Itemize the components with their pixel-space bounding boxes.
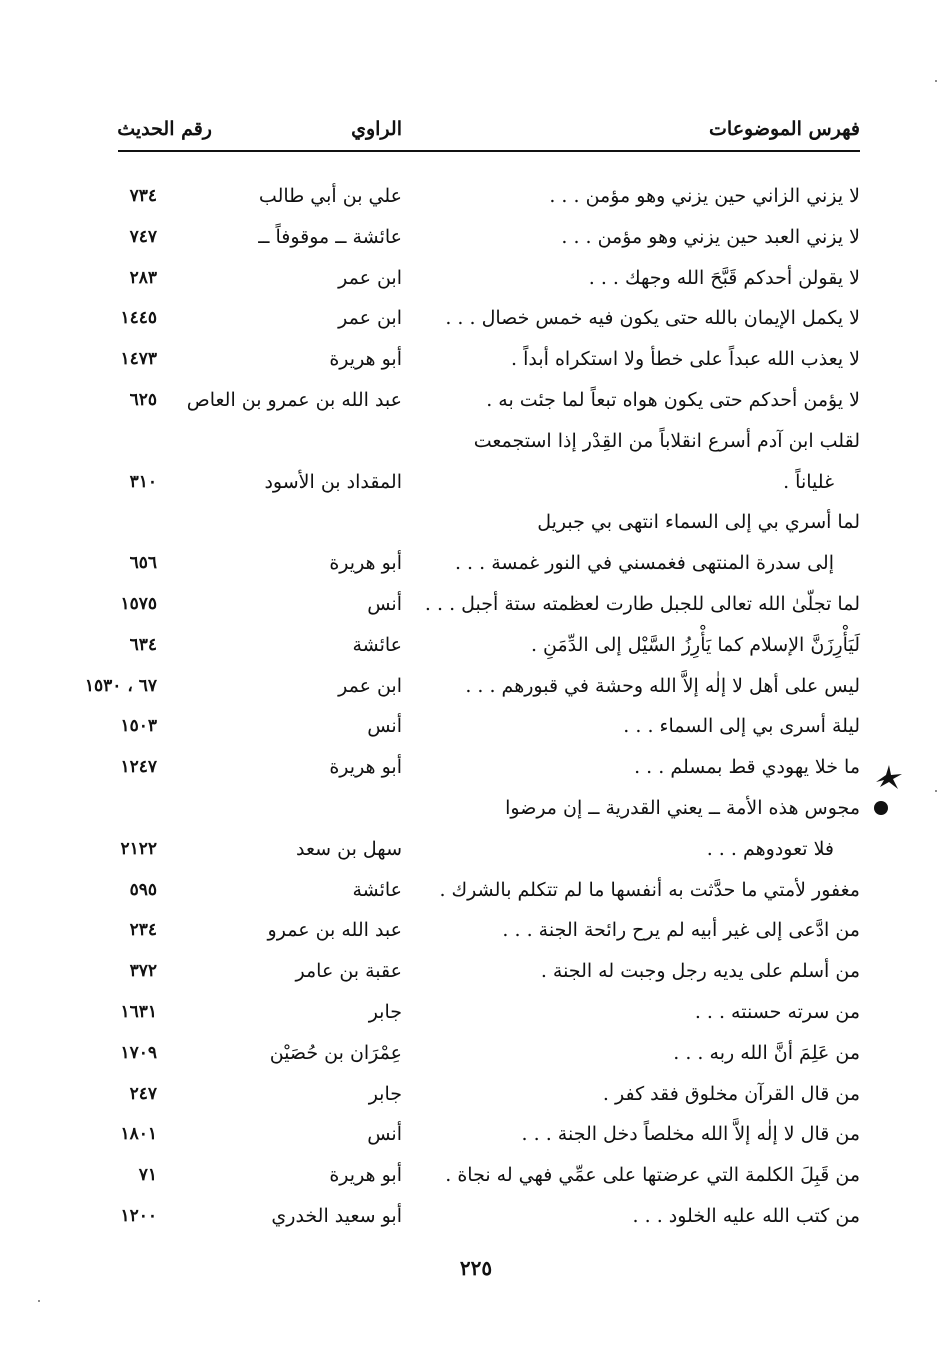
narrator-text: أنس	[367, 593, 402, 615]
hadith-number: ٧١	[138, 1165, 157, 1185]
index-row	[0, 502, 952, 542]
index-row	[0, 625, 952, 665]
header-rule	[118, 150, 860, 152]
topic-text: من ادَّعى إلى غير أبيه لم يرح رائحة الجنة . . .	[502, 919, 860, 941]
topic-text: لا يقولن أحدكم قَبَّحَ الله وجهك . . .	[588, 267, 860, 289]
index-row	[0, 339, 952, 379]
index-row	[0, 951, 952, 991]
narrator-text: أبو هريرة	[329, 756, 402, 778]
topic-text: إلى سدرة المنتهى فغمسني في النور غمسة . . .	[454, 552, 834, 574]
topic-text: من قال لا إلٰه إلاَّ الله مخلصاً دخل الجنة . . .	[521, 1123, 860, 1145]
speck	[38, 1300, 40, 1302]
narrator-text: عبد الله بن عمرو	[267, 919, 402, 941]
topic-text: من قَبِلَ الكلمة التي عرضتها على عمِّي فهي له نجاة .	[445, 1164, 860, 1186]
topic-text: من قال القرآن مخلوق فقد كفر .	[602, 1083, 860, 1105]
hadith-number: ١٨٠١	[120, 1124, 157, 1144]
index-row	[0, 421, 952, 461]
index-row	[0, 910, 952, 950]
speck	[935, 80, 937, 82]
index-row	[0, 462, 952, 502]
narrator-text: عبد الله بن عمرو بن العاص	[186, 389, 402, 411]
topic-text: من عَلِمَ أنَّ الله ربه . . .	[673, 1042, 860, 1064]
index-row	[0, 829, 952, 869]
narrator-text: أنس	[367, 1123, 402, 1145]
topic-text: ليلة أسرى بي إلى السماء . . .	[623, 715, 860, 737]
topic-text: لَيَأْرِزَنَّ الإسلام كما يَأْرِزُ السَّيْل إلى الدِّمَنِ .	[530, 634, 860, 656]
topic-text: فلا تعودوهم . . .	[706, 838, 834, 860]
narrator-text: أبو هريرة	[329, 1164, 402, 1186]
narrator-text: ابن عمر	[338, 675, 402, 697]
hadith-number: ١٢٤٧	[120, 757, 157, 777]
topic-text: من سرته حسنته . . .	[694, 1001, 860, 1023]
index-row	[0, 176, 952, 216]
index-row	[0, 1196, 952, 1236]
topic-text: ليس على أهل لا إلٰه إلاَّ الله وحشة في قبورهم . . .	[465, 675, 860, 697]
hadith-number: ٦٢٥	[129, 390, 157, 410]
hadith-number: ١٥٠٣	[120, 716, 157, 736]
speck	[935, 790, 937, 792]
column-header-narrator: الراوي	[351, 118, 402, 140]
topic-text: غلياناً .	[783, 471, 834, 493]
narrator-text: عائشة	[352, 634, 402, 656]
topic-text: من أسلم على يديه رجل وجبت له الجنة .	[540, 960, 860, 982]
index-row	[0, 992, 952, 1032]
hadith-number: ١٥٧٥	[120, 594, 157, 614]
narrator-text: ابن عمر	[338, 307, 402, 329]
hadith-number: ٦٣٤	[129, 635, 157, 655]
narrator-text: المقداد بن الأسود	[264, 471, 402, 493]
hadith-number: ١٦٣١	[120, 1002, 157, 1022]
index-row	[0, 1033, 952, 1073]
topic-text: لا يعذب الله عبداً على خطأ ولا استكراه أبداً .	[511, 348, 860, 370]
hadith-number: ١٧٠٩	[120, 1043, 157, 1063]
hadith-number: ٢٤٧	[129, 1084, 157, 1104]
topic-text: لا يكمل الإيمان بالله حتى يكون فيه خمس خصال . . .	[445, 307, 860, 329]
narrator-text: سهل بن سعد	[296, 838, 402, 860]
hadith-number: ٣١٠	[129, 472, 157, 492]
narrator-text: عائشة	[352, 879, 402, 901]
narrator-text: أنس	[367, 715, 402, 737]
ink-dot-icon	[874, 801, 888, 815]
index-row	[0, 747, 952, 787]
topic-text: لقلب ابن آدم أسرع انقلاباً من القِدْر إذا استجمعت	[473, 430, 860, 452]
topic-text: لما تجلّىٰ الله تعالى للجبل طارت لعظمته ستة أجبل . . .	[424, 593, 860, 615]
page-number: ٢٢٥	[459, 1256, 493, 1280]
index-row	[0, 1155, 952, 1195]
topic-text: مجوس هذه الأمة ــ يعني القدرية ــ إن مرضوا	[505, 797, 860, 819]
hadith-number: ١٤٤٥	[120, 308, 157, 328]
topic-text: مغفور لأمتي ما حدَّثت به أنفسها ما لم تتكلم بالشرك .	[439, 879, 860, 901]
narrator-text: ابن عمر	[338, 267, 402, 289]
hadith-number: ٧٤٧	[129, 227, 157, 247]
narrator-text: أبو هريرة	[329, 348, 402, 370]
index-row	[0, 380, 952, 420]
index-row	[0, 706, 952, 746]
narrator-text: جابر	[368, 1001, 402, 1023]
topic-text: لا يزني الزاني حين يزني وهو مؤمن . . .	[549, 185, 860, 207]
index-row	[0, 543, 952, 583]
topic-text: لا يزني العبد حين يزني وهو مؤمن . . .	[561, 226, 860, 248]
index-row	[0, 217, 952, 257]
index-row	[0, 258, 952, 298]
narrator-text: أبو سعيد الخدري	[271, 1205, 402, 1227]
column-header-topics: فهرس الموضوعات	[709, 118, 860, 140]
hadith-number: ٧٣٤	[129, 186, 157, 206]
hadith-number: ١٤٧٣	[120, 349, 157, 369]
star-mark-icon	[874, 762, 904, 792]
hadith-number: ٢٣٤	[129, 920, 157, 940]
narrator-text: علي بن أبي طالب	[258, 185, 402, 207]
index-row	[0, 1114, 952, 1154]
narrator-text: جابر	[368, 1083, 402, 1105]
index-row	[0, 870, 952, 910]
narrator-text: عِمْرَان بن حُصَيْن	[269, 1042, 402, 1064]
hadith-number: ٥٩٥	[129, 880, 157, 900]
hadith-number: ٣٧٢	[129, 961, 157, 981]
topic-text: لما أسري بي إلى السماء انتهى بي جبريل	[537, 511, 860, 533]
narrator-text: أبو هريرة	[329, 552, 402, 574]
hadith-number: ١٢٠٠	[120, 1206, 157, 1226]
index-row	[0, 788, 952, 828]
topic-text: من كتب الله عليه الخلود . . .	[632, 1205, 860, 1227]
topic-text: ما خلا يهودي قط بمسلم . . .	[634, 756, 860, 778]
hadith-number: ٦٧ ، ١٥٣٠	[84, 676, 157, 696]
topic-text: لا يؤمن أحدكم حتى يكون هواه تبعاً لما جئت به .	[486, 389, 860, 411]
index-row	[0, 584, 952, 624]
index-row	[0, 1074, 952, 1114]
hadith-number: ٢٨٣	[129, 268, 157, 288]
index-row	[0, 666, 952, 706]
column-header-hadith-number: رقم الحديث	[117, 118, 212, 140]
narrator-text: عقبة بن عامر	[295, 960, 402, 982]
hadith-number: ٦٥٦	[129, 553, 157, 573]
narrator-text: عائشة ــ موقوفاً ــ	[258, 226, 402, 248]
index-row	[0, 298, 952, 338]
hadith-number: ٢١٢٢	[120, 839, 157, 859]
